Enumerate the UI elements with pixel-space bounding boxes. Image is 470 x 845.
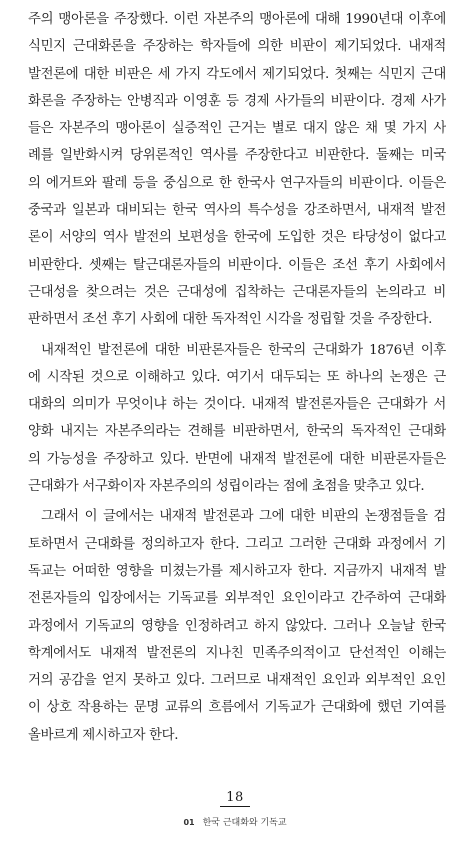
text-line: 의 에거트와 팔레 등을 중심으로 한 한국사 연구자들의 비판이다. 이들은: [28, 175, 446, 191]
running-footer: [0, 815, 470, 828]
text-line: 과정에서 기독교의 영향을 인정하려고 하지 않았다. 그러나 오늘날 한국: [28, 618, 446, 634]
text-line: 비판한다. 셋째는 탈근대론자들의 비판이다. 이들은 조선 후기 사회에서: [28, 257, 446, 273]
text-line: 판하면서 조선 후기 사회에 대한 독자적인 시각을 정립할 것을 주장한다.: [28, 312, 433, 328]
paragraph: [28, 337, 446, 501]
text-line: 학계에서도 내재적 발전론의 지나친 민족주의적이고 단선적인 이해는: [28, 645, 446, 661]
text-line: 의 가능성을 주장하고 있다. 반면에 내재적 발전론에 대한 비판론자들은: [28, 451, 446, 467]
paragraph: [28, 503, 446, 749]
body-text: [28, 6, 446, 752]
text-line: 양화 내지는 자본주의라는 견해를 비판하면서, 한국의 독자적인 근대화: [28, 424, 446, 440]
footer-book-title: 한국 근대화와 기독교: [202, 818, 287, 828]
text-line: 거의 공감을 얻지 못하고 있다. 그러므로 내재적인 요인과 외부적인 요인: [28, 673, 446, 689]
text-line: 대화의 의미가 무엇이냐 하는 것이다. 내재적 발전론자들은 근대화가 서: [28, 397, 446, 413]
text-line: 이 상호 작용하는 문명 교류의 흐름에서 기독교가 근대화에 했던 기여를: [28, 700, 446, 716]
text-line: 올바르게 제시하고자 한다.: [28, 727, 179, 743]
text-line: 에 시작된 것으로 이해하고 있다. 여기서 대두되는 또 하나의 논쟁은 근: [28, 369, 446, 385]
text-line: 주의 맹아론을 주장했다. 이런 자본주의 맹아론에 대해 1990년대 이후에: [28, 12, 446, 27]
text-line: 근대성을 찾으려는 것은 근대성에 집착하는 근대론자들의 논의라고 비: [28, 284, 446, 300]
text-line: 식민지 근대화론을 주장하는 학자들에 의한 비판이 제기되었다. 내재적: [28, 39, 446, 55]
text-line: 중국과 일본과 대비되는 한국 역사의 특수성을 강조하면서, 내재적 발전: [28, 203, 446, 219]
page-number: [0, 790, 470, 805]
text-line: 그래서 이 글에서는 내재적 발전론과 그에 대한 비판의 논쟁점들을 검: [41, 509, 446, 525]
text-line: 독교는 어떠한 영향을 미쳤는가를 제시하고자 한다. 지금까지 내재적 발: [28, 563, 446, 579]
text-line: 발전론에 대한 비판은 세 가지 각도에서 제기되었다. 첫째는 식민지 근대: [28, 66, 446, 82]
page-number-value: 18: [220, 790, 250, 807]
footer-chapter-number: 01: [183, 818, 195, 827]
paragraph: [28, 6, 446, 334]
text-line: 전론자들의 입장에서는 기독교를 외부적인 요인이라고 간주하여 근대화: [28, 591, 446, 607]
text-line: 들은 자본주의 맹아론이 실증적인 근거는 별로 대지 않은 채 몇 가지 사: [28, 121, 446, 137]
text-line: 화론을 주장하는 안병직과 이영훈 등 경제 사가들의 비판이다. 경제 사가: [28, 93, 446, 109]
text-line: 토하면서 근대화를 정의하고자 한다. 그리고 그러한 근대화 과정에서 기: [28, 536, 446, 552]
text-line: 례를 일반화시켜 당위론적인 역사를 주장한다고 비판한다. 둘째는 미국: [28, 148, 446, 164]
text-line: 내재적인 발전론에 대한 비판론자들은 한국의 근대화가 1876년 이후: [41, 342, 446, 358]
text-line: 근대화가 서구화이자 자본주의의 성립이라는 점에 초점을 맞추고 있다.: [28, 479, 425, 495]
text-line: 론이 서양의 역사 발전의 보편성을 한국에 도입한 것은 타당성이 없다고: [28, 230, 446, 246]
